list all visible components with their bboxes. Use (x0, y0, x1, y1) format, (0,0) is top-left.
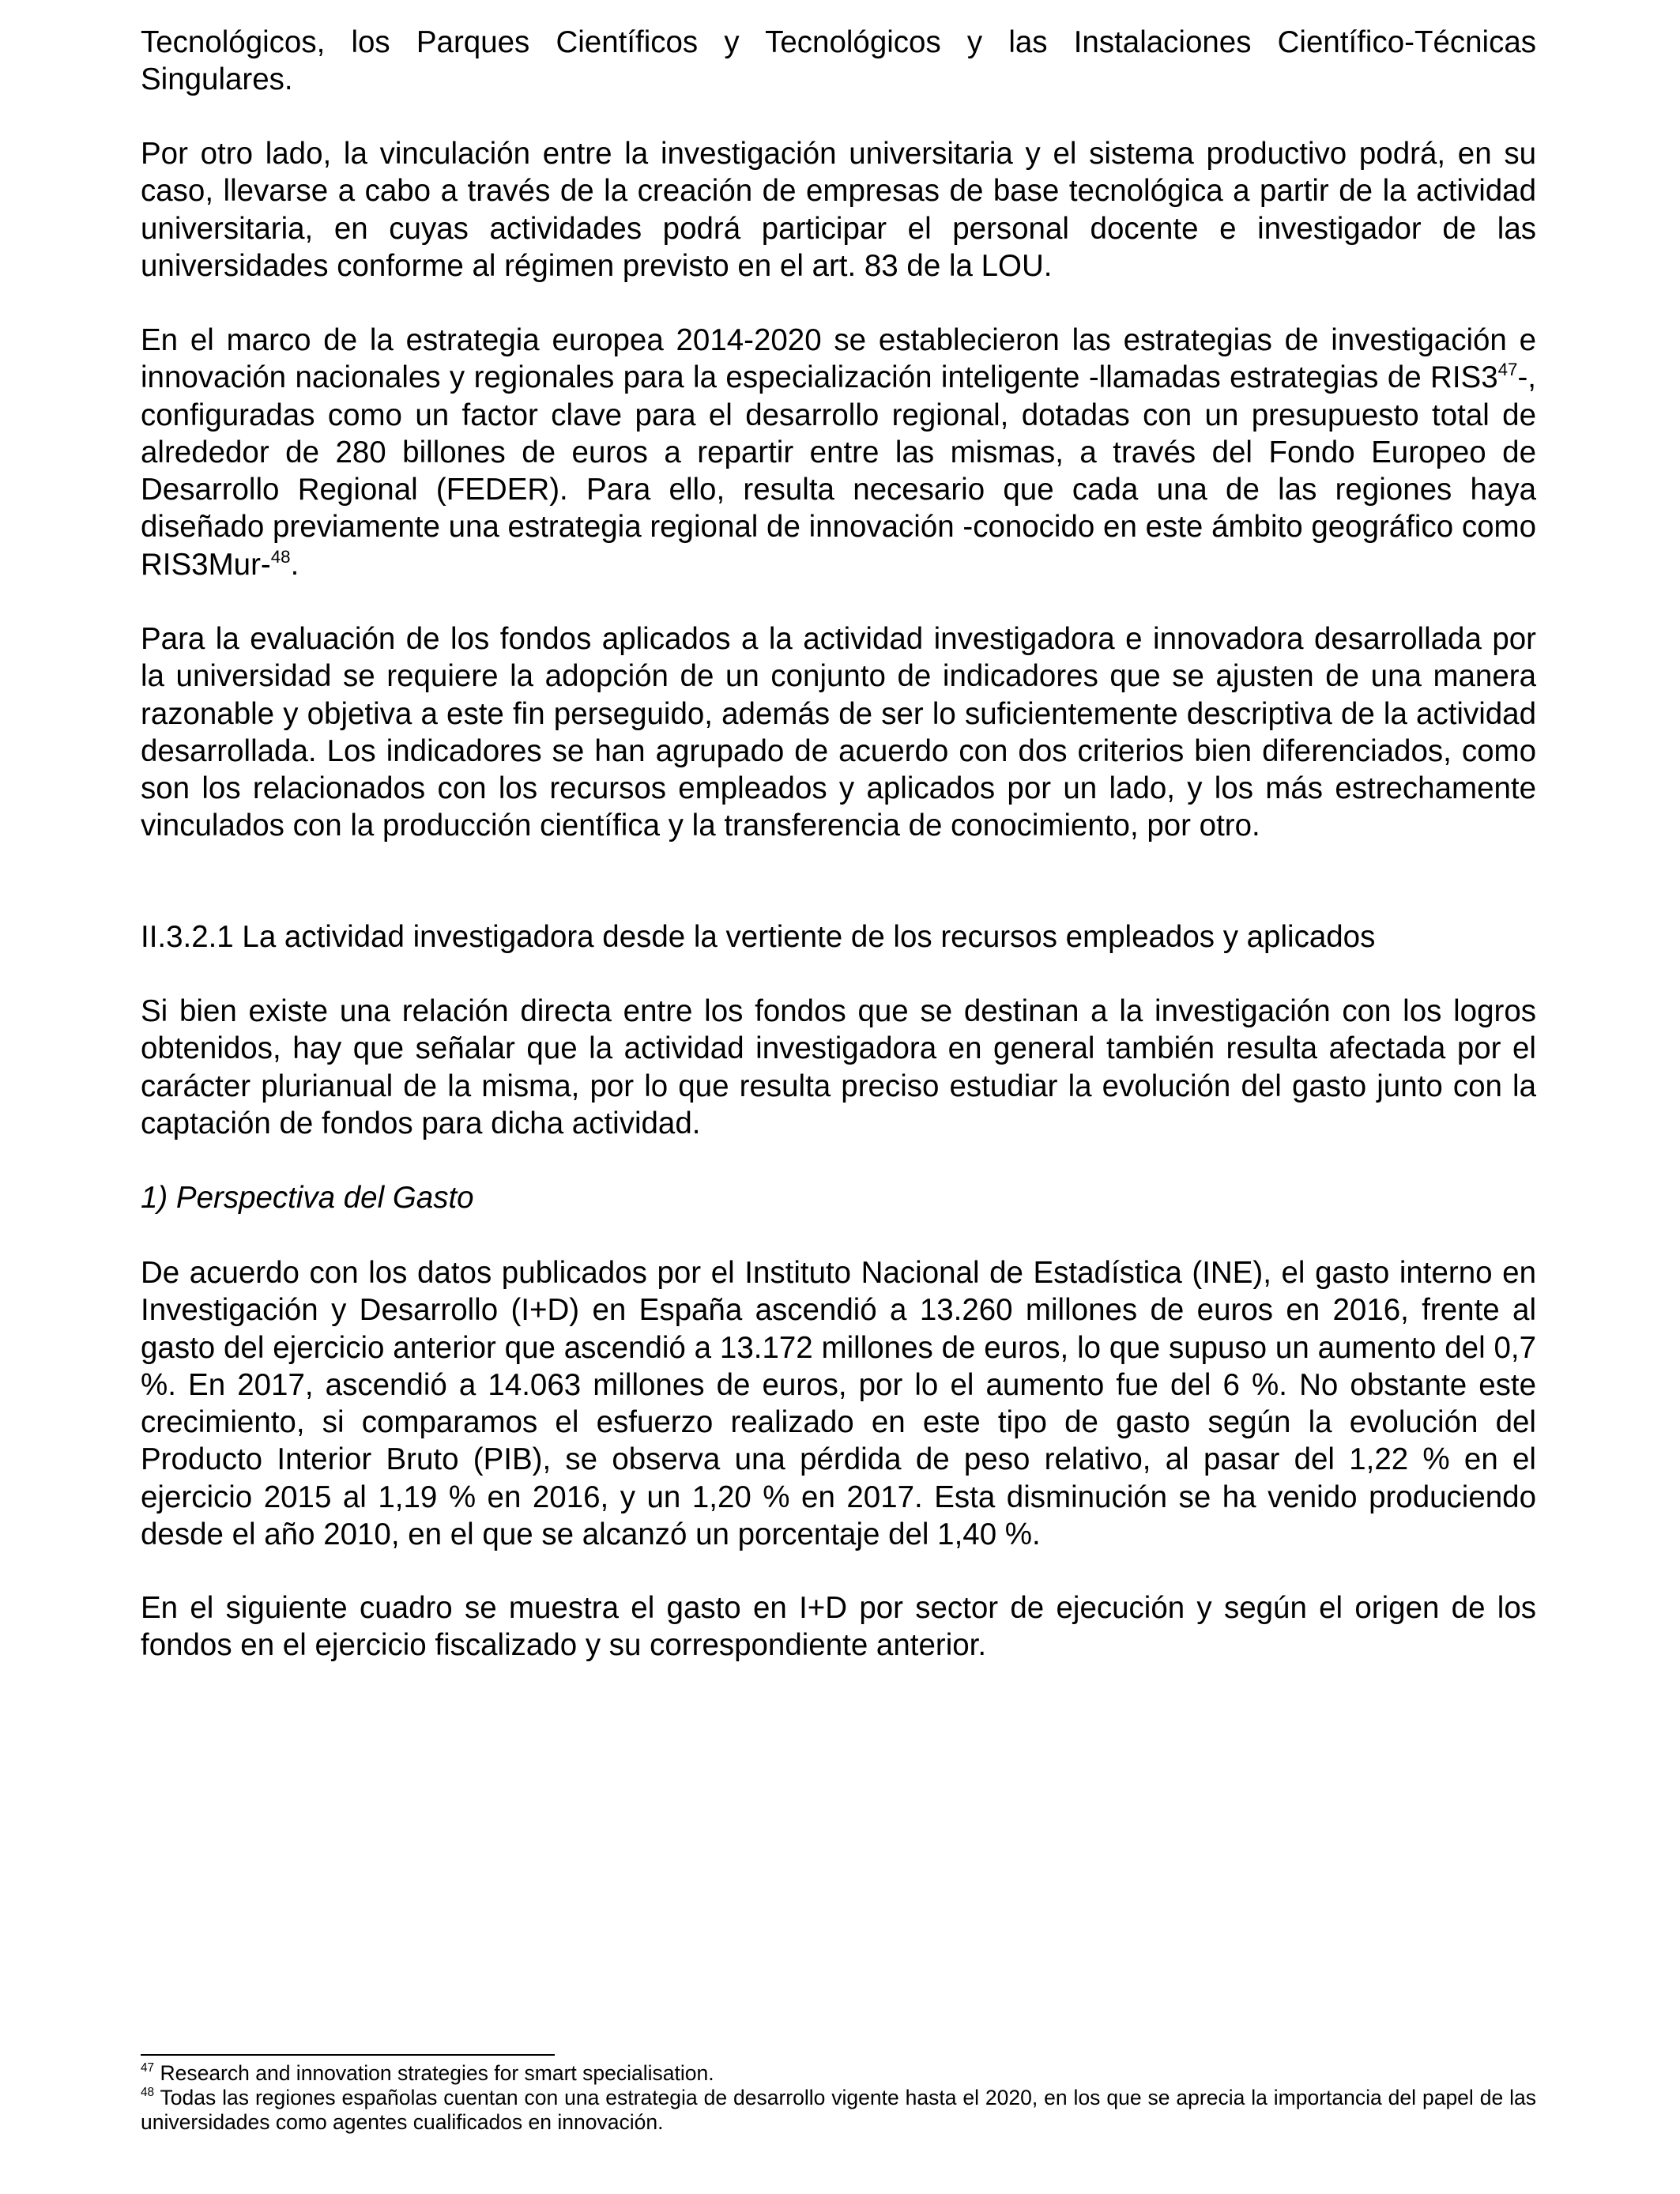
ris3-text-part-2: -, configuradas como un factor clave para el desarrollo regional, dotadas con un presupuesto total de alrededor de 280 billones de euros a repartir entre las mismas, a través del Fondo Europeo de Desarrollo Regional (FEDER). Para ello, resulta necesario que cada una de las regiones haya diseñado previamente una estrategia regional de innovación -conocido en este ámbito geográfico como RIS3Mur- (141, 360, 1536, 582)
footnote-number: 47 (141, 2061, 155, 2075)
ris3-text-part-3: . (290, 547, 299, 582)
paragraph-table-intro: En el siguiente cuadro se muestra el gasto en I+D por sector de ejecución y según el origen de los fondos en el ejercicio fiscalizado y su correspondiente anterior. (141, 1591, 1536, 1663)
footnote-48 (141, 2086, 1536, 2135)
paragraph-ris3-strategy (141, 322, 1536, 583)
footnote-ref-48[interactable]: 48 (270, 546, 291, 567)
footnote-ref-47[interactable]: 47 (1497, 360, 1518, 380)
footnote-number: 48 (141, 2086, 155, 2100)
paragraph-indicators: Para la evaluación de los fondos aplicados a la actividad investigadora e innovadora desarrollada por la universidad se requiere la adopción de un conjunto de indicadores que se ajusten de una manera razonable y objetiva a este fin perseguido, además de ser lo suficientemente descriptiva de la actividad desarrollada. Los indicadores se han agrupado de acuerdo con dos criterios bien diferenciados, como son los relacionados con los recursos empleados y aplicados por un lado, y los más estrechamente vinculados con la producción científica y la transferencia de conocimiento, por otro. (141, 622, 1536, 843)
footnote-47 (141, 2061, 1536, 2086)
footnote-text: Research and innovation strategies for smart specialisation. (154, 2061, 714, 2085)
subheading-spending-perspective: 1) Perspectiva del Gasto (141, 1181, 474, 1215)
paragraph-university-business-link: Por otro lado, la vinculación entre la investigación universitaria y el sistema productivo podrá, en su caso, llevarse a cabo a través de la creación de empresas de base tecnológica a partir de la actividad universitaria, en cuyas actividades podrá participar el personal docente e investigador de las universidades conforme al régimen previsto en el art. 83 de la LOU. (141, 137, 1536, 283)
paragraph-funds-relation: Si bien existe una relación directa entre los fondos que se destinan a la investigación con los logros obtenidos, hay que señalar que la actividad investigadora en general también resulta afectada por el carácter plurianual de la misma, por lo que resulta preciso estudiar la evolución del gasto junto con la captación de fondos para dicha actividad. (141, 994, 1536, 1140)
section-heading: II.3.2.1 La actividad investigadora desde la vertiente de los recursos empleados y aplicados (141, 920, 1376, 954)
paragraph-intro-continuation: Tecnológicos, los Parques Científicos y Tecnológicos y las Instalaciones Científico-Técnicas Singulares. (141, 25, 1536, 97)
paragraph-ine-spending-data: De acuerdo con los datos publicados por el Instituto Nacional de Estadística (INE), el gasto interno en Investigación y Desarrollo (I+D) en España ascendió a 13.260 millones de euros en 2016, frente al gasto del ejercicio anterior que ascendió a 13.172 millones de euros, lo que supuso un aumento del 0,7 %. En 2017, ascendió a 14.063 millones de euros, por lo el aumento fue del 6 %. No obstante este crecimiento, si comparamos el esfuerzo realizado en este tipo de gasto según la evolución del Producto Interior Bruto (PIB), se observa una pérdida de peso relativo, al pasar del 1,22 % en el ejercicio 2015 al 1,19 % en 2016, y un 1,20 % en 2017. Esta disminución se ha venido produciendo desde el año 2010, en el que se alcanzó un porcentaje del 1,40 %. (141, 1256, 1536, 1552)
footnote-separator (141, 2054, 555, 2056)
ris3-text-part-1: En el marco de la estrategia europea 2014-2020 se establecieron las estrategias de investigación e innovación nacionales y regionales para la especialización inteligente -llamadas estrategias de RIS3 (141, 323, 1536, 395)
document-page (141, 0, 1536, 2194)
footnotes-block (141, 2061, 1536, 2135)
footnote-text: Todas las regiones españolas cuentan con una estrategia de desarrollo vigente hasta el 2020, en los que se aprecia la importancia del papel de las universidades como agentes cualificados en innovación. (141, 2086, 1536, 2134)
